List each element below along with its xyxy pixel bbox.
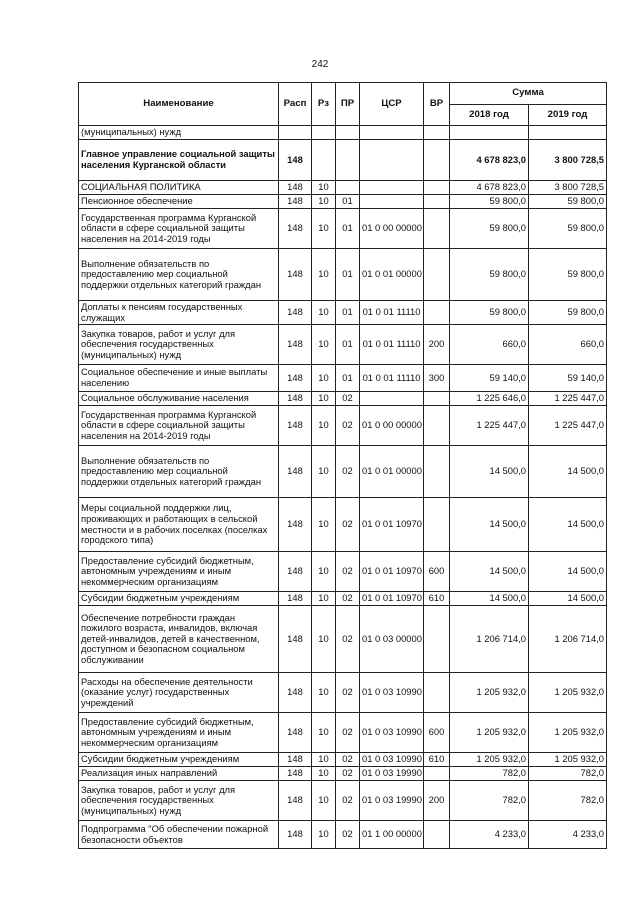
cell-vr	[424, 195, 450, 209]
cell-rasp: 148	[279, 249, 312, 301]
cell-vr: 200	[424, 325, 450, 365]
cell-pr: 01	[336, 301, 360, 325]
cell-y2019: 59 800,0	[529, 301, 607, 325]
cell-y2018	[450, 126, 529, 140]
cell-csr	[360, 195, 424, 209]
cell-rasp: 148	[279, 325, 312, 365]
cell-y2019: 1 205 932,0	[529, 673, 607, 713]
table-row	[79, 365, 607, 392]
cell-pr: 02	[336, 673, 360, 713]
cell-rz: 10	[312, 249, 336, 301]
cell-rz: 10	[312, 713, 336, 753]
cell-rasp: 148	[279, 753, 312, 767]
cell-name: Пенсионное обеспечение	[79, 195, 279, 209]
cell-y2018: 4 678 823,0	[450, 181, 529, 195]
cell-rz: 10	[312, 365, 336, 392]
cell-rz: 10	[312, 195, 336, 209]
cell-rz	[312, 140, 336, 181]
header-pr: ПР	[336, 83, 360, 126]
table-row	[79, 126, 607, 140]
cell-rasp: 148	[279, 592, 312, 606]
cell-csr	[360, 140, 424, 181]
header-2018: 2018 год	[450, 105, 529, 126]
cell-pr: 01	[336, 325, 360, 365]
cell-y2018: 782,0	[450, 767, 529, 781]
cell-rz: 10	[312, 325, 336, 365]
cell-vr	[424, 126, 450, 140]
cell-y2019: 660,0	[529, 325, 607, 365]
cell-pr: 02	[336, 753, 360, 767]
table-row	[79, 592, 607, 606]
cell-csr: 01 0 03 19990	[360, 767, 424, 781]
cell-rasp: 148	[279, 365, 312, 392]
header-2019: 2019 год	[529, 105, 607, 126]
cell-name: Реализация иных направлений	[79, 767, 279, 781]
cell-rasp: 148	[279, 821, 312, 849]
cell-y2019: 1 206 714,0	[529, 606, 607, 673]
cell-pr: 01	[336, 195, 360, 209]
cell-y2019: 59 800,0	[529, 209, 607, 249]
cell-y2019: 782,0	[529, 767, 607, 781]
cell-pr: 02	[336, 392, 360, 406]
cell-vr: 600	[424, 713, 450, 753]
cell-pr	[336, 126, 360, 140]
cell-y2018: 1 205 932,0	[450, 753, 529, 767]
cell-rasp: 148	[279, 713, 312, 753]
cell-csr: 01 0 03 00000	[360, 606, 424, 673]
cell-y2018: 782,0	[450, 781, 529, 821]
cell-y2018: 1 205 932,0	[450, 713, 529, 753]
cell-name: Субсидии бюджетным учреждениям	[79, 592, 279, 606]
cell-pr	[336, 181, 360, 195]
cell-y2018: 59 800,0	[450, 249, 529, 301]
cell-pr: 02	[336, 821, 360, 849]
cell-vr: 600	[424, 552, 450, 592]
cell-rz: 10	[312, 181, 336, 195]
table-row	[79, 821, 607, 849]
table-row	[79, 209, 607, 249]
cell-csr	[360, 392, 424, 406]
cell-y2018: 1 205 932,0	[450, 673, 529, 713]
cell-csr: 01 0 00 00000	[360, 209, 424, 249]
header-name: Наименование	[79, 83, 279, 126]
cell-rz: 10	[312, 392, 336, 406]
header-sum: Сумма	[450, 83, 607, 105]
header-vr: ВР	[424, 83, 450, 126]
cell-rz: 10	[312, 209, 336, 249]
cell-name: (муниципальных) нужд	[79, 126, 279, 140]
cell-name: Государственная программа Курганской области в сфере социальной защиты населения на 2014-2019 годы	[79, 209, 279, 249]
cell-rz: 10	[312, 781, 336, 821]
cell-y2019: 4 233,0	[529, 821, 607, 849]
cell-pr: 01	[336, 365, 360, 392]
cell-y2019: 14 500,0	[529, 446, 607, 498]
cell-y2018: 59 140,0	[450, 365, 529, 392]
cell-y2019: 59 800,0	[529, 249, 607, 301]
table-row	[79, 140, 607, 181]
cell-name: Закупка товаров, работ и услуг для обеспечения государственных (муниципальных) нужд	[79, 781, 279, 821]
cell-y2019: 14 500,0	[529, 552, 607, 592]
cell-rz: 10	[312, 552, 336, 592]
cell-name: СОЦИАЛЬНАЯ ПОЛИТИКА	[79, 181, 279, 195]
cell-rasp: 148	[279, 195, 312, 209]
cell-y2019: 14 500,0	[529, 498, 607, 552]
table-body	[79, 126, 607, 849]
cell-rasp: 148	[279, 181, 312, 195]
cell-pr: 02	[336, 498, 360, 552]
cell-vr	[424, 406, 450, 446]
cell-vr	[424, 392, 450, 406]
cell-rz: 10	[312, 498, 336, 552]
table-row	[79, 249, 607, 301]
cell-y2019: 1 205 932,0	[529, 753, 607, 767]
cell-name: Меры социальной поддержки лиц, проживающих и работающих в сельской местности и в рабочих поселках (поселках городского типа)	[79, 498, 279, 552]
cell-y2018: 1 225 646,0	[450, 392, 529, 406]
table-row	[79, 446, 607, 498]
cell-vr: 300	[424, 365, 450, 392]
table-row	[79, 498, 607, 552]
cell-rasp: 148	[279, 498, 312, 552]
cell-vr	[424, 821, 450, 849]
cell-y2019: 14 500,0	[529, 592, 607, 606]
cell-rz	[312, 126, 336, 140]
cell-pr: 01	[336, 249, 360, 301]
cell-y2018: 14 500,0	[450, 498, 529, 552]
cell-name: Государственная программа Курганской области в сфере социальной защиты населения на 2014-2019 годы	[79, 406, 279, 446]
cell-pr: 02	[336, 781, 360, 821]
cell-rasp: 148	[279, 140, 312, 181]
cell-vr	[424, 301, 450, 325]
cell-y2019: 1 205 932,0	[529, 713, 607, 753]
cell-csr: 01 0 01 11110	[360, 301, 424, 325]
table-row	[79, 606, 607, 673]
cell-y2019: 1 225 447,0	[529, 406, 607, 446]
cell-y2019: 3 800 728,5	[529, 140, 607, 181]
cell-name: Социальное обслуживание населения	[79, 392, 279, 406]
cell-y2019: 1 225 447,0	[529, 392, 607, 406]
cell-name: Субсидии бюджетным учреждениям	[79, 753, 279, 767]
table-row	[79, 767, 607, 781]
cell-csr: 01 0 01 00000	[360, 446, 424, 498]
cell-name: Доплаты к пенсиям государственных служащих	[79, 301, 279, 325]
cell-rasp: 148	[279, 552, 312, 592]
cell-name: Предоставление субсидий бюджетным, автономным учреждениям и иным некоммерческим организациям	[79, 552, 279, 592]
cell-pr: 02	[336, 406, 360, 446]
cell-csr: 01 0 03 10990	[360, 713, 424, 753]
cell-y2019: 782,0	[529, 781, 607, 821]
table-row	[79, 406, 607, 446]
cell-rz: 10	[312, 767, 336, 781]
cell-name: Закупка товаров, работ и услуг для обеспечения государственных (муниципальных) нужд	[79, 325, 279, 365]
cell-pr: 02	[336, 446, 360, 498]
cell-pr	[336, 140, 360, 181]
cell-y2019: 3 800 728,5	[529, 181, 607, 195]
cell-rasp: 148	[279, 606, 312, 673]
cell-csr: 01 0 03 10990	[360, 753, 424, 767]
cell-rasp: 148	[279, 673, 312, 713]
cell-name: Расходы на обеспечение деятельности (оказание услуг) государственных учреждений	[79, 673, 279, 713]
table-row	[79, 713, 607, 753]
cell-y2018: 14 500,0	[450, 552, 529, 592]
cell-csr: 01 0 01 10970	[360, 552, 424, 592]
table-row	[79, 673, 607, 713]
cell-csr: 01 0 03 19990	[360, 781, 424, 821]
cell-rz: 10	[312, 673, 336, 713]
table-row	[79, 392, 607, 406]
cell-rz: 10	[312, 606, 336, 673]
cell-rz: 10	[312, 406, 336, 446]
cell-rz: 10	[312, 821, 336, 849]
cell-pr: 02	[336, 767, 360, 781]
table-row	[79, 301, 607, 325]
cell-vr	[424, 673, 450, 713]
cell-vr	[424, 209, 450, 249]
cell-name: Главное управление социальной защиты населения Курганской области	[79, 140, 279, 181]
table-row	[79, 753, 607, 767]
header-rz: Рз	[312, 83, 336, 126]
cell-y2018: 1 206 714,0	[450, 606, 529, 673]
cell-csr: 01 0 01 00000	[360, 249, 424, 301]
cell-rz: 10	[312, 446, 336, 498]
cell-vr	[424, 181, 450, 195]
page-number: 242	[311, 59, 329, 70]
cell-rasp: 148	[279, 406, 312, 446]
cell-vr: 610	[424, 753, 450, 767]
cell-csr: 01 0 03 10990	[360, 673, 424, 713]
cell-y2019: 59 140,0	[529, 365, 607, 392]
cell-rz: 10	[312, 592, 336, 606]
cell-vr	[424, 140, 450, 181]
cell-y2018: 660,0	[450, 325, 529, 365]
cell-name: Предоставление субсидий бюджетным, автономным учреждениям и иным некоммерческим организациям	[79, 713, 279, 753]
table-row	[79, 552, 607, 592]
cell-rasp: 148	[279, 209, 312, 249]
cell-name: Социальное обеспечение и иные выплаты населению	[79, 365, 279, 392]
cell-pr: 02	[336, 713, 360, 753]
header-csr: ЦСР	[360, 83, 424, 126]
cell-pr: 02	[336, 592, 360, 606]
cell-csr: 01 1 00 00000	[360, 821, 424, 849]
budget-table	[78, 82, 607, 849]
cell-csr: 01 0 01 10970	[360, 498, 424, 552]
cell-pr: 02	[336, 606, 360, 673]
cell-y2018: 14 500,0	[450, 446, 529, 498]
cell-name: Выполнение обязательств по предоставлению мер социальной поддержки отдельных категорий граждан	[79, 446, 279, 498]
cell-y2018: 59 800,0	[450, 301, 529, 325]
cell-y2018: 4 678 823,0	[450, 140, 529, 181]
cell-vr: 200	[424, 781, 450, 821]
cell-rasp: 148	[279, 301, 312, 325]
cell-vr	[424, 249, 450, 301]
cell-csr	[360, 181, 424, 195]
cell-vr	[424, 446, 450, 498]
cell-csr: 01 0 00 00000	[360, 406, 424, 446]
cell-name: Подпрограмма "Об обеспечении пожарной безопасности объектов	[79, 821, 279, 849]
cell-rasp	[279, 126, 312, 140]
cell-y2019: 59 800,0	[529, 195, 607, 209]
cell-vr	[424, 498, 450, 552]
header-rasp: Расп	[279, 83, 312, 126]
table-row	[79, 325, 607, 365]
cell-csr	[360, 126, 424, 140]
cell-y2018: 59 800,0	[450, 195, 529, 209]
cell-pr: 01	[336, 209, 360, 249]
cell-y2018: 14 500,0	[450, 592, 529, 606]
cell-y2019	[529, 126, 607, 140]
table-row	[79, 781, 607, 821]
cell-rasp: 148	[279, 446, 312, 498]
cell-y2018: 59 800,0	[450, 209, 529, 249]
cell-rasp: 148	[279, 781, 312, 821]
cell-csr: 01 0 01 11110	[360, 325, 424, 365]
cell-name: Обеспечение потребности граждан пожилого возраста, инвалидов, включая детей-инвалидов, детей в качественном, доступном и безопасном социальном обслуживании	[79, 606, 279, 673]
table-row	[79, 181, 607, 195]
cell-rasp: 148	[279, 767, 312, 781]
cell-rasp: 148	[279, 392, 312, 406]
cell-csr: 01 0 01 10970	[360, 592, 424, 606]
cell-rz: 10	[312, 301, 336, 325]
cell-pr: 02	[336, 552, 360, 592]
cell-vr	[424, 767, 450, 781]
cell-name: Выполнение обязательств по предоставлению мер социальной поддержки отдельных категорий граждан	[79, 249, 279, 301]
cell-vr: 610	[424, 592, 450, 606]
cell-y2018: 1 225 447,0	[450, 406, 529, 446]
cell-y2018: 4 233,0	[450, 821, 529, 849]
table-row	[79, 195, 607, 209]
cell-csr: 01 0 01 11110	[360, 365, 424, 392]
cell-rz: 10	[312, 753, 336, 767]
cell-vr	[424, 606, 450, 673]
